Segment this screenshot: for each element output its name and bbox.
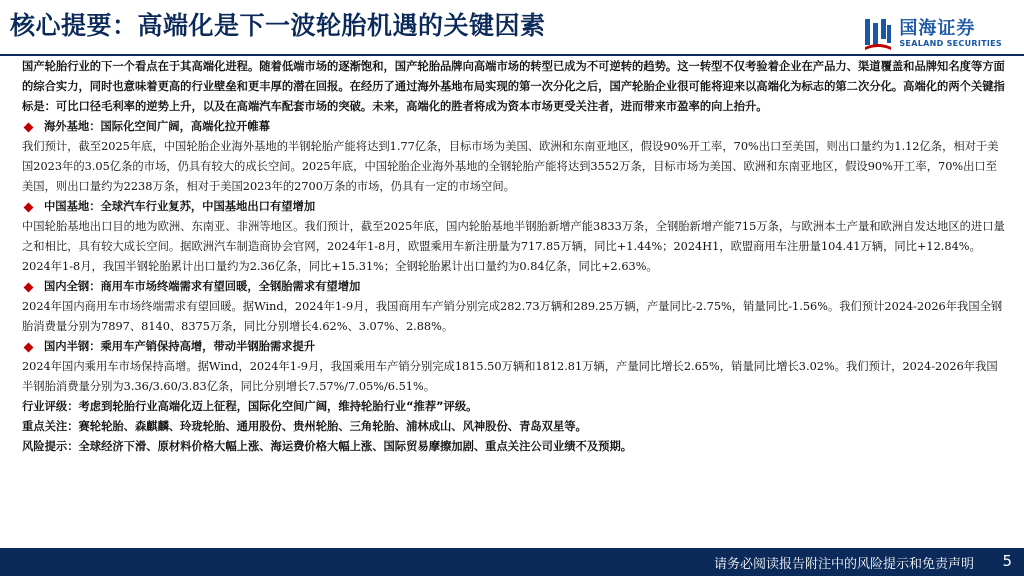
page-header [0, 0, 1024, 56]
section-heading [22, 337, 1006, 357]
logo-chinese-name: 国海证券 [899, 18, 976, 39]
sealand-logo-icon [863, 17, 893, 51]
risk-warning: 风险提示：全球经济下滑、原材料价格大幅上涨、海运费价格大幅上涨、国际贸易摩擦加剧、重点关注公司业绩不及预期。 [22, 440, 633, 453]
industry-rating: 行业评级：考虑到轮胎行业高端化迈上征程，国际化空间广阔，维持轮胎行业“推荐”评级。 [22, 400, 478, 413]
sealand-logo [863, 14, 1002, 54]
section-body: 我们预计，截至2025年底，中国轮胎企业海外基地的半钢轮胎产能将达到1.77亿条，目标市场为美国、欧洲和东南亚地区，假设90%开工率，70%出口至美国，则出口量约为1.12亿条，相对于美国2023年的3.05亿条的市场，仍具有较大的成长空间。2025年底，中国轮胎企业海外基地的全钢轮胎产能将达到3552万条，目标市场为美国、欧洲和东南亚地区，假设90%开工率，70%出口至美国，则出口量约为2238万条，相对于美国2023年的2700万条的市场，仍具有一定的市场空间。 [22, 140, 999, 193]
report-content [22, 57, 1006, 457]
section-body: 2024年国内乘用车市场保持高增。据Wind，2024年1-9月，我国乘用车产销分别完成1815.50万辆和1812.81万辆，产量同比增长2.65%，销量同比增长3.02%。我们预计，2024-2026年我国半钢胎消费量分别为3.36/3.60/3.83亿条，同比分别增长7.57%/7.05%/6.51%。 [22, 360, 998, 393]
diamond-bullet-icon [24, 282, 34, 292]
diamond-bullet-icon [24, 342, 34, 352]
page-number: 5 [1002, 552, 1012, 570]
section-heading [22, 117, 1006, 137]
section-heading [22, 197, 1006, 217]
page-footer [0, 548, 1024, 576]
diamond-bullet-icon [24, 202, 34, 212]
page-title: 核心提要：高端化是下一波轮胎机遇的关键因素 [10, 11, 546, 40]
section-heading-text: 海外基地：国际化空间广阔，高端化拉开帷幕 [44, 120, 270, 133]
section-body: 2024年国内商用车市场终端需求有望回暖。据Wind，2024年1-9月，我国商用车产销分别完成282.73万辆和289.25万辆，产量同比-2.75%，销量同比-1.56%。我们预计2024-2026年我国全钢胎消费量分别为7897、8140、8375万条，同比分别增长4.62%、3.07%、2.88%。 [22, 300, 1003, 333]
section-heading-text: 国内全钢：商用车市场终端需求有望回暖，全钢胎需求有望增加 [44, 280, 361, 293]
intro-paragraph: 国产轮胎行业的下一个看点在于其高端化进程。随着低端市场的逐渐饱和，国产轮胎品牌向高端市场的转型已成为不可逆转的趋势。这一转型不仅考验着企业在产品力、渠道覆盖和品牌知名度等方面的综合实力，同时也意味着更高的行业壁垒和更丰厚的潜在回报。在经历了通过海外基地布局实现的第一次分化之后，国产轮胎企业很可能将迎来以高端化为标志的第二次分化。高端化的两个关键指标是：可比口径毛利率的逆势上升，以及在高端汽车配套市场的突破。未来，高端化的胜者将成为资本市场更受关注者，进而带来市盈率的向上抬升。 [22, 60, 1005, 113]
section-body: 中国轮胎基地出口目的地为欧洲、东南亚、非洲等地区。我们预计，截至2025年底，国内轮胎基地半钢胎新增产能3833万条，全钢胎新增产能715万条，与欧洲本土产量和欧洲自发达地区的进口量之和相比，具有较大成长空间。据欧洲汽车制造商协会官网，2024年1-8月，欧盟乘用车新注册量为717.85万辆，同比+1.44%；2024H1，欧盟商用车注册量104.41万辆，同比+12.84%。2024年1-8月，我国半钢轮胎累计出口量约为2.36亿条，同比+15.31%；全钢轮胎累计出口量约为0.84亿条，同比+2.63%。 [22, 220, 1005, 273]
logo-english-name: SEALAND SECURITIES [899, 39, 1002, 48]
header-divider [0, 54, 1024, 56]
footer-disclaimer: 请务必阅读报告附注中的风险提示和免责声明 [713, 557, 974, 572]
section-heading [22, 277, 1006, 297]
section-heading-text: 国内半钢：乘用车产销保持高增，带动半钢胎需求提升 [44, 340, 316, 353]
diamond-bullet-icon [24, 122, 34, 132]
section-heading-text: 中国基地：全球汽车行业复苏，中国基地出口有望增加 [44, 200, 316, 213]
key-focus: 重点关注：赛轮轮胎、森麒麟、玲珑轮胎、通用股份、贵州轮胎、三角轮胎、浦林成山、风神股份、青岛双星等。 [22, 420, 587, 433]
